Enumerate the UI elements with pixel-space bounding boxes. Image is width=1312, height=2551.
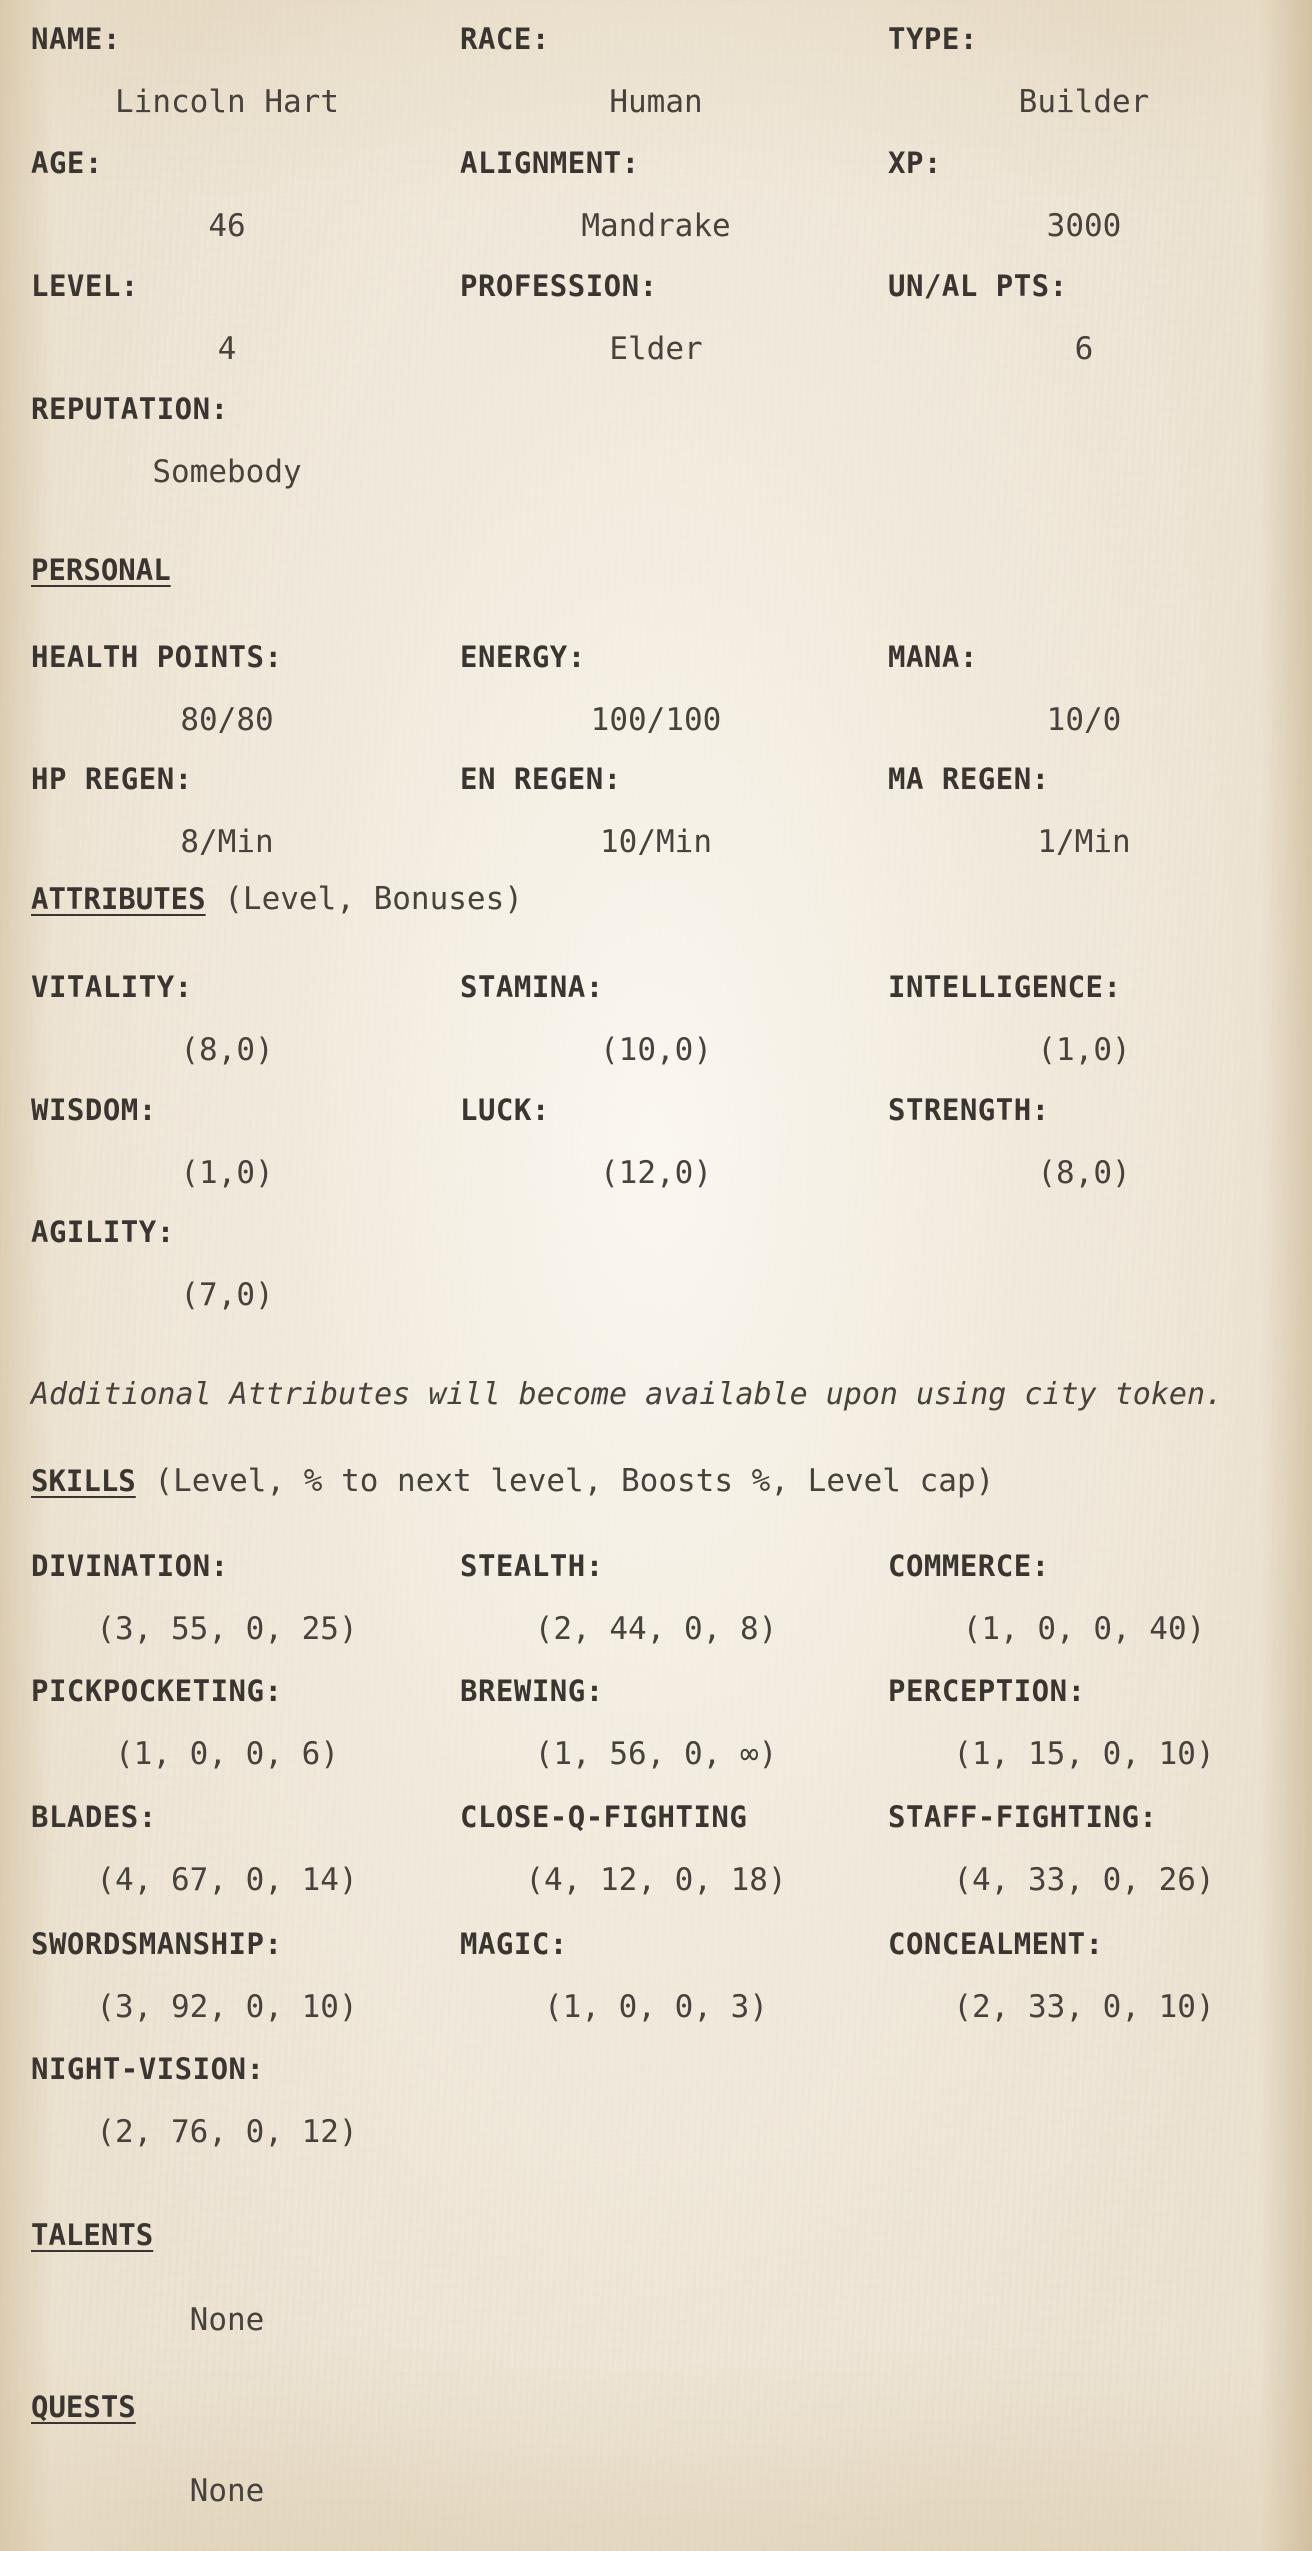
attr-vitality	[31, 948, 459, 1072]
field-label: STEALTH:	[460, 1549, 604, 1583]
stat-energy	[460, 618, 888, 742]
attr-stamina	[460, 948, 888, 1072]
field-value: (2, 44, 0, 8)	[534, 1611, 778, 1647]
field-value: (1, 0, 0, 6)	[115, 1736, 339, 1772]
field-value: Lincoln Hart	[115, 84, 339, 120]
field-value: (8,0)	[180, 1032, 274, 1068]
stat-health-points	[31, 618, 459, 742]
attr-agility	[31, 1193, 459, 1317]
profile-name	[31, 0, 459, 124]
field-value: Human	[609, 84, 703, 120]
skill-perception	[888, 1652, 1312, 1776]
profile-type	[888, 0, 1312, 124]
attr-strength	[888, 1071, 1312, 1195]
field-value: (4, 33, 0, 26)	[953, 1862, 1215, 1898]
skills-row-4	[0, 1905, 1312, 2029]
field-label: PERCEPTION:	[888, 1674, 1086, 1708]
attr-intelligence	[888, 948, 1312, 1072]
field-value: 46	[208, 208, 246, 244]
attributes-heading	[31, 881, 523, 917]
field-label: BREWING:	[460, 1674, 604, 1708]
field-label: STRENGTH:	[888, 1093, 1050, 1127]
personal-heading-text: PERSONAL	[31, 553, 171, 587]
field-value: (4, 67, 0, 14)	[96, 1862, 358, 1898]
field-label: RACE:	[460, 22, 550, 56]
field-value: (1, 15, 0, 10)	[953, 1736, 1215, 1772]
field-label: SWORDSMANSHIP:	[31, 1927, 283, 1961]
field-value: Builder	[1018, 84, 1150, 120]
field-value: (3, 55, 0, 25)	[96, 1611, 358, 1647]
profile-row-1	[0, 0, 1312, 124]
field-label: TYPE:	[888, 22, 978, 56]
field-label: VITALITY:	[31, 970, 193, 1004]
field-label: PICKPOCKETING:	[31, 1674, 283, 1708]
profile-xp	[888, 124, 1312, 248]
field-value: 4	[217, 331, 237, 367]
field-label: STAFF-FIGHTING:	[888, 1800, 1158, 1834]
field-label: MA REGEN:	[888, 762, 1050, 796]
field-label: XP:	[888, 146, 942, 180]
field-label: PROFESSION:	[460, 269, 658, 303]
profile-profession	[460, 247, 888, 371]
profile-alignment	[460, 124, 888, 248]
skill-swordsmanship	[31, 1905, 459, 2029]
field-value: (4, 12, 0, 18)	[525, 1862, 787, 1898]
stat-hp-regen	[31, 740, 459, 864]
field-value: 80/80	[180, 702, 274, 738]
field-value: Elder	[609, 331, 703, 367]
field-value: (8,0)	[1037, 1155, 1131, 1191]
field-label: REPUTATION:	[31, 392, 229, 426]
field-label: STAMINA:	[460, 970, 604, 1004]
skills-row-3	[0, 1778, 1312, 1902]
field-value: (7,0)	[180, 1277, 274, 1313]
field-value: (1,0)	[1037, 1032, 1131, 1068]
attributes-row-1	[0, 948, 1312, 1072]
field-value: (2, 76, 0, 12)	[96, 2114, 358, 2150]
attributes-subheading: (Level, Bonuses)	[205, 881, 523, 917]
profile-row-4	[0, 370, 1312, 494]
field-value: Mandrake	[581, 208, 731, 244]
field-label: HEALTH POINTS:	[31, 640, 283, 674]
profile-race	[460, 0, 888, 124]
skill-brewing	[460, 1652, 888, 1776]
personal-heading	[31, 553, 171, 587]
attr-luck	[460, 1071, 888, 1195]
skills-heading	[31, 1463, 994, 1499]
personal-row-2	[0, 740, 1312, 864]
field-value: 3000	[1046, 208, 1122, 244]
skills-subheading: (Level, % to next level, Boosts %, Level cap)	[135, 1463, 995, 1499]
field-value: 1/Min	[1037, 824, 1131, 860]
talents-heading-text: TALENTS	[31, 2218, 154, 2252]
profile-age	[31, 124, 459, 248]
field-value: 100/100	[590, 702, 722, 738]
field-value: (1, 0, 0, 3)	[544, 1989, 768, 2025]
field-label: UN/AL PTS:	[888, 269, 1068, 303]
field-label: ENERGY:	[460, 640, 586, 674]
field-value: 6	[1074, 331, 1094, 367]
field-label: CONCEALMENT:	[888, 1927, 1104, 1961]
skills-row-2	[0, 1652, 1312, 1776]
stat-en-regen	[460, 740, 888, 864]
field-label: WISDOM:	[31, 1093, 157, 1127]
field-label: MAGIC:	[460, 1927, 568, 1961]
skill-stealth	[460, 1527, 888, 1651]
field-label: HP REGEN:	[31, 762, 193, 796]
field-value: (1, 0, 0, 40)	[962, 1611, 1206, 1647]
field-label: NIGHT-VISION:	[31, 2052, 265, 2086]
skill-night-vision	[31, 2030, 459, 2154]
talents-heading	[31, 2218, 153, 2252]
field-label: DIVINATION:	[31, 1549, 229, 1583]
skill-commerce	[888, 1527, 1312, 1651]
field-label: CLOSE-Q-FIGHTING	[460, 1800, 748, 1834]
profile-row-2	[0, 124, 1312, 248]
field-value: 10/Min	[600, 824, 712, 860]
field-label: AGE:	[31, 146, 103, 180]
field-label: BLADES:	[31, 1800, 157, 1834]
skills-heading-text: SKILLS	[31, 1464, 136, 1498]
quests-heading	[31, 2390, 136, 2424]
stat-mana	[888, 618, 1312, 742]
attributes-row-3	[0, 1193, 1312, 1317]
talents-value: None	[189, 2302, 265, 2338]
field-label: EN REGEN:	[460, 762, 622, 796]
field-value: (1, 56, 0, ∞)	[534, 1736, 778, 1772]
attributes-note: Additional Attributes will become available upon using city token.	[31, 1377, 1224, 1412]
field-value: (3, 92, 0, 10)	[96, 1989, 358, 2025]
skill-blades	[31, 1778, 459, 1902]
personal-row-1	[0, 618, 1312, 742]
field-label: LUCK:	[460, 1093, 550, 1127]
field-value: Somebody	[152, 454, 302, 490]
skill-magic	[460, 1905, 888, 2029]
skills-row-1	[0, 1527, 1312, 1651]
field-label: COMMERCE:	[888, 1549, 1050, 1583]
field-label: MANA:	[888, 640, 978, 674]
stat-ma-regen	[888, 740, 1312, 864]
field-value: (2, 33, 0, 10)	[953, 1989, 1215, 2025]
skills-row-5	[0, 2030, 1312, 2154]
field-value: (1,0)	[180, 1155, 274, 1191]
profile-level	[31, 247, 459, 371]
attr-wisdom	[31, 1071, 459, 1195]
field-label: AGILITY:	[31, 1215, 175, 1249]
field-value: (10,0)	[600, 1032, 712, 1068]
field-label: NAME:	[31, 22, 121, 56]
quests-heading-text: QUESTS	[31, 2390, 136, 2424]
profile-row-3	[0, 247, 1312, 371]
quests-value: None	[189, 2473, 265, 2509]
skill-divination	[31, 1527, 459, 1651]
attributes-heading-text: ATTRIBUTES	[31, 882, 206, 916]
skill-staff-fighting	[888, 1778, 1312, 1902]
skill-concealment	[888, 1905, 1312, 2029]
skill-close-q-fighting	[460, 1778, 888, 1902]
field-value: 10/0	[1046, 702, 1122, 738]
field-value: 8/Min	[180, 824, 274, 860]
field-label: LEVEL:	[31, 269, 139, 303]
profile-unal-pts	[888, 247, 1312, 371]
profile-reputation	[31, 370, 459, 494]
skill-pickpocketing	[31, 1652, 459, 1776]
field-label: INTELLIGENCE:	[888, 970, 1122, 1004]
attributes-row-2	[0, 1071, 1312, 1195]
field-label: ALIGNMENT:	[460, 146, 640, 180]
field-value: (12,0)	[600, 1155, 712, 1191]
